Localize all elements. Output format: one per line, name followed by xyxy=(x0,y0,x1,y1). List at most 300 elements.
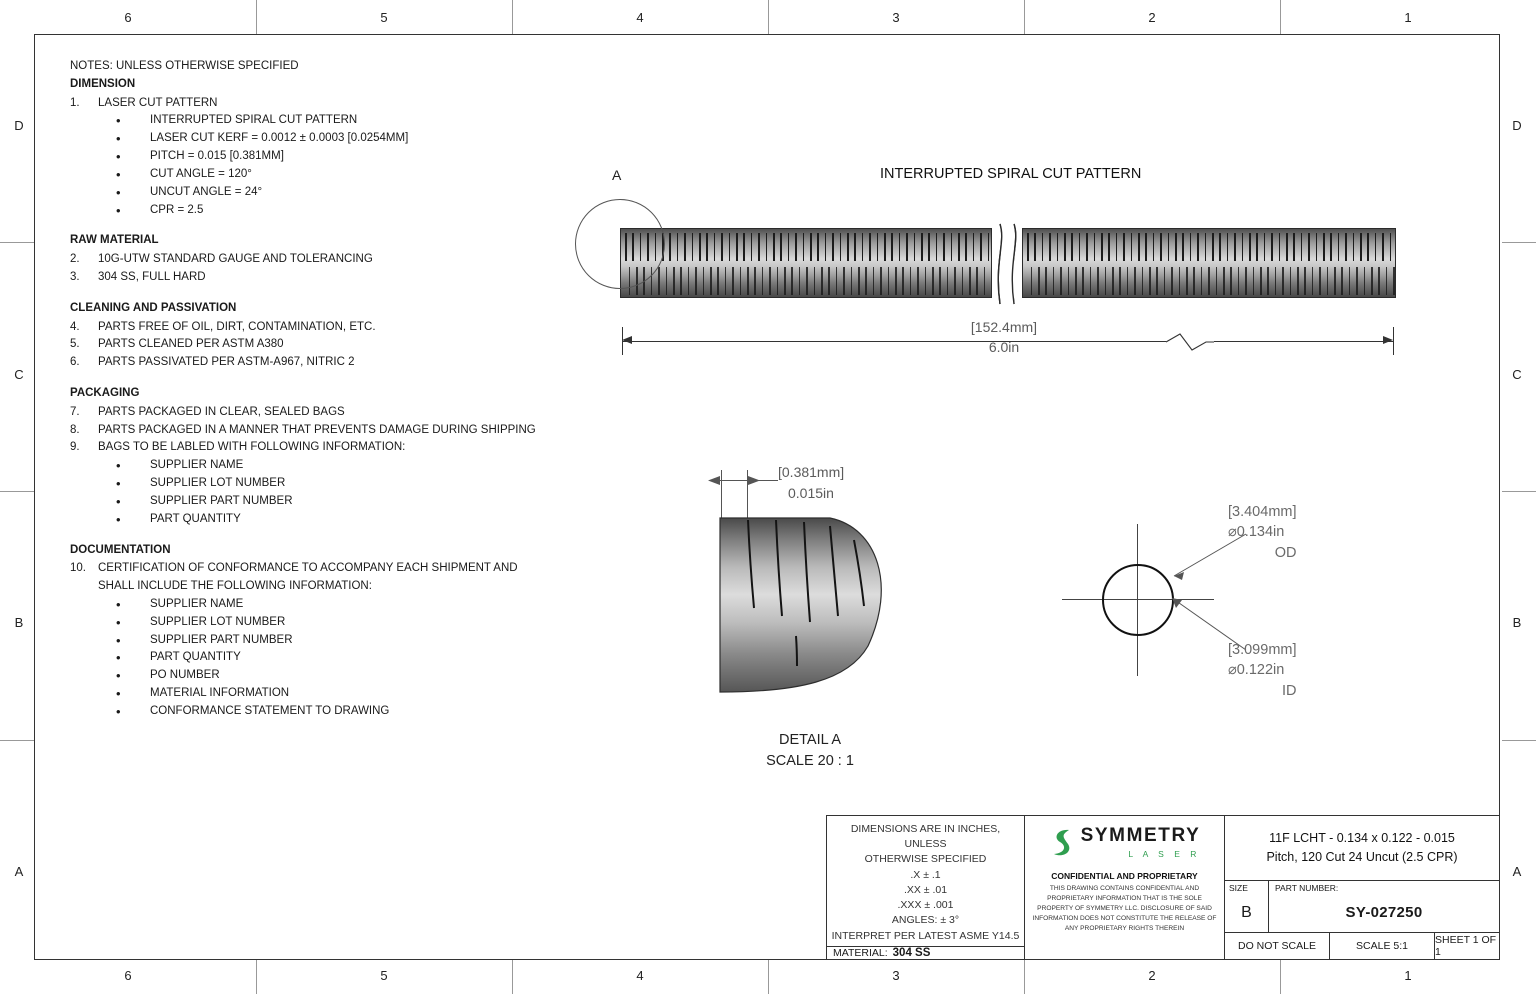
zone-label-top-5: 5 xyxy=(380,10,388,25)
laser-cut-mark xyxy=(980,233,982,261)
laser-cut-mark xyxy=(747,267,749,295)
detail-a-scale: SCALE 20 : 1 xyxy=(766,753,854,770)
laser-cut-mark xyxy=(1253,267,1255,295)
laser-cut-mark xyxy=(1145,233,1147,261)
laser-cut-mark xyxy=(895,267,897,295)
laser-cut-mark xyxy=(1353,233,1355,261)
note-bullet: • PITCH = 0.015 [0.381MM] xyxy=(116,148,540,166)
tolerance-column xyxy=(827,816,1025,959)
laser-cut-mark xyxy=(799,267,801,295)
laser-cut-mark xyxy=(1071,233,1073,261)
laser-cut-mark xyxy=(1260,267,1262,295)
tolerance-notes xyxy=(827,816,1024,946)
laser-cut-mark xyxy=(1367,233,1369,261)
note-number: 6. xyxy=(70,356,80,369)
laser-cut-mark xyxy=(1186,267,1188,295)
laser-cut-mark xyxy=(951,233,953,261)
note-number: 8. xyxy=(70,423,80,436)
od-label: OD xyxy=(1274,544,1297,561)
zone-label-top-2: 2 xyxy=(1148,10,1156,25)
frame-tick xyxy=(256,960,257,994)
laser-cut-mark xyxy=(1101,233,1103,261)
part-number-cell xyxy=(1269,881,1499,932)
overall-length-in: 6.0in xyxy=(988,339,1020,355)
note-text: PARTS PACKAGED IN A MANNER THAT PREVENTS DAMAGE DURING SHIPPING xyxy=(98,423,536,436)
laser-cut-mark xyxy=(1267,267,1269,295)
frame-tick xyxy=(1502,740,1536,741)
laser-cut-mark xyxy=(1045,267,1047,295)
notes-block xyxy=(70,58,540,721)
laser-cut-mark xyxy=(906,233,908,261)
laser-cut-mark xyxy=(1290,267,1292,295)
zone-label-right-B: B xyxy=(1512,615,1522,630)
laser-cut-mark xyxy=(1160,233,1162,261)
laser-cut-mark xyxy=(873,267,875,295)
laser-cut-mark xyxy=(917,267,919,295)
laser-cut-mark xyxy=(1282,267,1284,295)
laser-cut-mark xyxy=(680,267,682,295)
laser-cut-mark xyxy=(936,233,938,261)
frame-tick xyxy=(768,0,769,34)
laser-cut-mark xyxy=(1338,233,1340,261)
laser-cut-mark xyxy=(851,267,853,295)
laser-cut-mark xyxy=(1034,233,1036,261)
laser-cut-mark xyxy=(884,233,886,261)
note-bullet: • SUPPLIER PART NUMBER xyxy=(116,632,540,650)
laser-cut-mark xyxy=(1334,267,1336,295)
id-callout xyxy=(1228,640,1297,701)
laser-cut-mark xyxy=(1345,233,1347,261)
laser-cut-mark xyxy=(1279,233,1281,261)
laser-cut-mark xyxy=(1360,233,1362,261)
zone-label-top-3: 3 xyxy=(892,10,900,25)
laser-cut-mark xyxy=(1219,233,1221,261)
laser-cut-mark xyxy=(1378,267,1380,295)
laser-cut-mark xyxy=(1086,233,1088,261)
note-number: 9. xyxy=(70,441,80,454)
laser-cut-mark xyxy=(769,267,771,295)
break-line-symbol xyxy=(986,222,1026,306)
laser-cut-mark xyxy=(1068,267,1070,295)
laser-cut-mark xyxy=(1082,267,1084,295)
laser-cut-mark xyxy=(943,233,945,261)
tolerance-xxx: .XXX ± .001 xyxy=(897,899,954,912)
laser-cut-mark xyxy=(1031,267,1033,295)
laser-cut-mark xyxy=(836,267,838,295)
laser-cut-mark xyxy=(1230,267,1232,295)
note-text: 304 SS, FULL HARD xyxy=(98,270,206,283)
laser-cut-mark xyxy=(1119,267,1121,295)
zone-label-top-6: 6 xyxy=(124,10,132,25)
notes-section-title: RAW MATERIAL xyxy=(70,234,159,247)
laser-cut-mark xyxy=(810,233,812,261)
laser-cut-mark xyxy=(821,267,823,295)
laser-cut-mark xyxy=(843,267,845,295)
note-item xyxy=(70,404,540,422)
laser-cut-mark xyxy=(1390,233,1392,261)
laser-cut-mark xyxy=(891,233,893,261)
note-bullet-list xyxy=(116,457,540,528)
frame-tick xyxy=(0,242,34,243)
notes-section-title: CLEANING AND PASSIVATION xyxy=(70,301,237,314)
material-value: 304 SS xyxy=(892,946,931,959)
laser-cut-mark xyxy=(1164,267,1166,295)
do-not-scale: DO NOT SCALE xyxy=(1225,933,1330,959)
laser-cut-mark xyxy=(832,233,834,261)
note-text: LASER CUT PATTERN xyxy=(98,96,218,109)
zone-label-right-C: C xyxy=(1512,367,1522,382)
identification-column xyxy=(1225,816,1499,959)
note-number: 3. xyxy=(70,270,80,283)
zone-label-top-1: 1 xyxy=(1404,10,1412,25)
laser-cut-mark xyxy=(692,233,694,261)
tolerance-angles: ANGLES: ± 3° xyxy=(891,914,960,927)
laser-cut-mark xyxy=(1323,233,1325,261)
laser-cut-mark xyxy=(1234,233,1236,261)
dimension-arrow-left xyxy=(622,336,632,344)
laser-cut-mark xyxy=(695,267,697,295)
laser-cut-mark xyxy=(1375,233,1377,261)
note-item xyxy=(70,439,540,457)
laser-cut-mark xyxy=(688,267,690,295)
zone-label-left-B: B xyxy=(14,615,24,630)
laser-cut-mark xyxy=(1356,267,1358,295)
laser-cut-mark xyxy=(932,267,934,295)
laser-cut-mark xyxy=(1382,233,1384,261)
note-bullet-list xyxy=(116,596,540,721)
laser-cut-mark xyxy=(939,267,941,295)
note-bullet: • MATERIAL INFORMATION xyxy=(116,685,540,703)
laser-cut-mark xyxy=(814,267,816,295)
logo-subtext: L A S E R xyxy=(1128,849,1201,859)
laser-cut-mark xyxy=(1127,267,1129,295)
pitch-value-in: 0.015in xyxy=(788,485,834,501)
laser-cut-mark xyxy=(1142,267,1144,295)
note-item xyxy=(70,336,540,354)
detail-a-caption xyxy=(720,730,900,772)
laser-cut-mark xyxy=(1264,233,1266,261)
tolerance-xx: .XX ± .01 xyxy=(903,883,948,896)
laser-cut-mark xyxy=(1123,233,1125,261)
laser-cut-mark xyxy=(1308,233,1310,261)
notes-section-title: DIMENSION xyxy=(70,77,136,90)
laser-cut-mark xyxy=(1057,233,1059,261)
od-callout xyxy=(1228,502,1297,563)
frame-tick xyxy=(1280,0,1281,34)
laser-cut-mark xyxy=(1301,233,1303,261)
note-number: 4. xyxy=(70,320,80,333)
company-column xyxy=(1025,816,1225,959)
laser-cut-mark xyxy=(1197,233,1199,261)
laser-cut-mark xyxy=(1038,267,1040,295)
symmetry-logo xyxy=(1049,826,1201,859)
frame-tick xyxy=(256,0,257,34)
note-bullet: • INTERRUPTED SPIRAL CUT PATTERN xyxy=(116,112,540,130)
laser-cut-mark xyxy=(773,233,775,261)
note-bullet: • SUPPLIER LOT NUMBER xyxy=(116,614,540,632)
note-item xyxy=(70,251,540,269)
laser-cut-mark xyxy=(736,233,738,261)
note-bullet: • CPR = 2.5 xyxy=(116,202,540,220)
description-line2: Pitch, 120 Cut 24 Uncut (2.5 CPR) xyxy=(1266,850,1458,864)
laser-cut-mark xyxy=(1112,267,1114,295)
laser-cut-mark xyxy=(1053,267,1055,295)
note-bullet-list xyxy=(116,112,540,219)
note-item xyxy=(70,95,540,113)
laser-cut-mark xyxy=(958,233,960,261)
logo-wordmark: SYMMETRY xyxy=(1080,825,1201,846)
laser-cut-mark xyxy=(954,267,956,295)
laser-cut-mark xyxy=(962,267,964,295)
laser-cut-mark xyxy=(703,267,705,295)
laser-cut-mark xyxy=(1327,267,1329,295)
laser-cut-mark xyxy=(1242,233,1244,261)
laser-cut-mark xyxy=(1227,233,1229,261)
laser-cut-mark xyxy=(803,233,805,261)
frame-tick xyxy=(1280,960,1281,994)
laser-cut-mark xyxy=(825,233,827,261)
laser-cut-mark xyxy=(1134,267,1136,295)
tolerance-x: .X ± .1 xyxy=(910,868,941,881)
note-bullet: • SUPPLIER NAME xyxy=(116,457,540,475)
material-row xyxy=(827,946,1024,959)
laser-cut-mark xyxy=(1079,233,1081,261)
laser-cut-mark xyxy=(1223,267,1225,295)
laser-cut-mark xyxy=(721,233,723,261)
laser-cut-mark xyxy=(910,267,912,295)
laser-cut-mark xyxy=(710,267,712,295)
laser-cut-mark xyxy=(973,233,975,261)
laser-cut-mark xyxy=(777,267,779,295)
frame-tick xyxy=(1024,960,1025,994)
dimension-arrow-right xyxy=(1383,336,1393,344)
laser-cut-mark xyxy=(658,267,660,295)
note-text: PARTS PASSIVATED PER ASTM-A967, NITRIC 2 xyxy=(98,356,355,369)
laser-cut-mark xyxy=(1330,233,1332,261)
laser-cut-mark xyxy=(1205,233,1207,261)
zone-label-left-D: D xyxy=(14,118,24,133)
note-text: BAGS TO BE LABLED WITH FOLLOWING INFORMATION: xyxy=(98,441,406,454)
tube-segment-left xyxy=(620,228,992,298)
laser-cut-mark xyxy=(1193,267,1195,295)
note-text: PARTS CLEANED PER ASTM A380 xyxy=(98,338,284,351)
pitch-dimension-line xyxy=(712,480,778,481)
laser-cut-mark xyxy=(706,233,708,261)
laser-cut-mark xyxy=(1201,267,1203,295)
laser-cut-mark xyxy=(714,233,716,261)
note-bullet: • SUPPLIER PART NUMBER xyxy=(116,493,540,511)
frame-tick xyxy=(1502,242,1536,243)
laser-cut-mark xyxy=(1027,233,1029,261)
note-bullet: • PO NUMBER xyxy=(116,667,540,685)
note-item xyxy=(70,269,540,287)
overall-length-mm: [152.4mm] xyxy=(970,319,1038,335)
laser-cut-mark xyxy=(729,233,731,261)
laser-cut-mark xyxy=(1256,233,1258,261)
frame-tick xyxy=(1024,0,1025,34)
size-cell xyxy=(1225,881,1269,932)
laser-cut-mark xyxy=(854,233,856,261)
laser-cut-mark xyxy=(865,267,867,295)
laser-cut-mark xyxy=(1149,267,1151,295)
laser-cut-mark xyxy=(673,267,675,295)
laser-cut-mark xyxy=(717,267,719,295)
zone-label-top-4: 4 xyxy=(636,10,644,25)
material-label: MATERIAL: xyxy=(833,946,888,959)
laser-cut-mark xyxy=(1341,267,1343,295)
laser-cut-mark xyxy=(732,267,734,295)
laser-cut-mark xyxy=(1153,233,1155,261)
laser-cut-mark xyxy=(740,267,742,295)
laser-cut-mark xyxy=(847,233,849,261)
zone-label-bottom-6: 6 xyxy=(124,968,132,983)
note-text: CERTIFICATION OF CONFORMANCE TO ACCOMPANY EACH SHIPMENT AND SHALL INCLUDE THE FOLLOWING INFORMATION: xyxy=(98,562,518,593)
laser-cut-mark xyxy=(1075,267,1077,295)
laser-cut-mark xyxy=(1208,267,1210,295)
note-bullet: • PART QUANTITY xyxy=(116,649,540,667)
cross-section-view xyxy=(1050,500,1390,730)
laser-cut-mark xyxy=(795,233,797,261)
laser-cut-mark xyxy=(1179,267,1181,295)
laser-cut-mark xyxy=(1090,267,1092,295)
laser-cut-mark xyxy=(1216,267,1218,295)
note-bullet: • CUT ANGLE = 120° xyxy=(116,166,540,184)
laser-cut-mark xyxy=(1386,267,1388,295)
pitch-arrow-right xyxy=(748,474,762,487)
laser-cut-mark xyxy=(1171,267,1173,295)
laser-cut-mark xyxy=(899,233,901,261)
frame-tick xyxy=(0,740,34,741)
note-bullet: • SUPPLIER NAME xyxy=(116,596,540,614)
note-bullet: • PART QUANTITY xyxy=(116,511,540,529)
laser-cut-mark xyxy=(1116,233,1118,261)
note-number: 7. xyxy=(70,405,80,418)
note-bullet: • LASER CUT KERF = 0.0012 ± 0.0003 [0.0254MM] xyxy=(116,130,540,148)
laser-cut-mark xyxy=(1286,233,1288,261)
detail-a-bubble xyxy=(575,199,665,289)
laser-cut-mark xyxy=(880,267,882,295)
laser-cut-mark xyxy=(858,267,860,295)
laser-cut-mark xyxy=(1312,267,1314,295)
frame-tick xyxy=(0,491,34,492)
laser-cut-mark xyxy=(902,267,904,295)
laser-cut-mark xyxy=(965,233,967,261)
od-mm: [3.404mm] xyxy=(1228,504,1297,520)
tolerance-line1: DIMENSIONS ARE IN INCHES, UNLESS xyxy=(850,823,1001,851)
laser-cut-mark xyxy=(766,233,768,261)
note-bullet: • SUPPLIER LOT NUMBER xyxy=(116,475,540,493)
laser-cut-mark xyxy=(1249,233,1251,261)
laser-cut-mark xyxy=(1393,267,1395,295)
note-text: PARTS PACKAGED IN CLEAR, SEALED BAGS xyxy=(98,405,345,418)
laser-cut-mark xyxy=(1319,267,1321,295)
laser-cut-mark xyxy=(1245,267,1247,295)
laser-cut-mark xyxy=(1105,267,1107,295)
laser-cut-mark xyxy=(784,267,786,295)
laser-cut-mark xyxy=(914,233,916,261)
zone-label-right-D: D xyxy=(1512,118,1522,133)
note-item xyxy=(70,319,540,337)
frame-tick xyxy=(512,0,513,34)
note-number: 5. xyxy=(70,338,80,351)
laser-cut-mark xyxy=(1138,233,1140,261)
pitch-value-mm: [0.381mm] xyxy=(778,464,845,480)
laser-cut-mark xyxy=(969,267,971,295)
od-in: ⌀0.134in xyxy=(1228,524,1285,541)
tolerance-line2: OTHERWISE SPECIFIED xyxy=(864,853,987,866)
notes-section-title: DOCUMENTATION xyxy=(70,543,171,556)
laser-cut-mark xyxy=(817,233,819,261)
laser-cut-mark xyxy=(666,267,668,295)
laser-cut-mark xyxy=(1168,233,1170,261)
zone-label-right-A: A xyxy=(1512,864,1522,879)
laser-cut-mark xyxy=(1182,233,1184,261)
laser-cut-mark xyxy=(788,233,790,261)
zone-label-bottom-5: 5 xyxy=(380,968,388,983)
note-item xyxy=(70,560,540,596)
size-label: SIZE xyxy=(1229,883,1248,893)
laser-cut-mark xyxy=(806,267,808,295)
sheet-value: SHEET 1 OF 1 xyxy=(1435,934,1497,958)
laser-cut-mark xyxy=(1297,267,1299,295)
laser-cut-mark xyxy=(947,267,949,295)
laser-cut-mark xyxy=(1293,233,1295,261)
laser-cut-mark xyxy=(758,233,760,261)
laser-cut-mark xyxy=(840,233,842,261)
laser-cut-mark xyxy=(1108,233,1110,261)
main-view-title: INTERRUPTED SPIRAL CUT PATTERN xyxy=(880,166,1142,182)
zone-label-bottom-4: 4 xyxy=(636,968,644,983)
laser-cut-mark xyxy=(1131,233,1133,261)
zone-label-bottom-2: 2 xyxy=(1148,968,1156,983)
note-number: 10. xyxy=(70,562,86,575)
part-number-label: PART NUMBER: xyxy=(1275,883,1339,893)
id-mm: [3.099mm] xyxy=(1228,642,1297,658)
notes-section-title: PACKAGING xyxy=(70,387,140,399)
note-number: 1. xyxy=(70,96,80,109)
note-item xyxy=(70,422,540,440)
confidential-body: THIS DRAWING CONTAINS CONFIDENTIAL AND PROPRIETARY INFORMATION THAT IS THE SOLE PROPERTY OF SYMMETRY LLC. DISCLOSURE OF SAID INFORMATION DOES NOT CONSTITUTE THE RELEASE OF ANY PROPRIETARY RIGHTS THEREIN xyxy=(1032,885,1217,932)
laser-cut-mark xyxy=(1094,233,1096,261)
laser-cut-mark xyxy=(877,233,879,261)
laser-cut-mark xyxy=(1275,267,1277,295)
pitch-arrow-left xyxy=(706,474,720,487)
frame-tick xyxy=(512,960,513,994)
id-label: ID xyxy=(1282,682,1297,699)
laser-cut-mark xyxy=(1304,267,1306,295)
detail-a-geometry xyxy=(718,516,896,694)
laser-cut-mark xyxy=(669,233,671,261)
laser-cut-mark xyxy=(928,233,930,261)
laser-cut-mark xyxy=(762,267,764,295)
laser-cut-mark xyxy=(780,233,782,261)
laser-cut-mark xyxy=(976,267,978,295)
zone-label-left-C: C xyxy=(14,367,24,382)
zone-label-bottom-1: 1 xyxy=(1404,968,1412,983)
title-block xyxy=(826,815,1500,960)
zone-label-bottom-3: 3 xyxy=(892,968,900,983)
note-bullet: • CONFORMANCE STATEMENT TO DRAWING xyxy=(116,703,540,721)
laser-cut-mark xyxy=(1064,233,1066,261)
tube-segment-right xyxy=(1022,228,1396,298)
confidential-title: CONFIDENTIAL AND PROPRIETARY xyxy=(1051,871,1198,881)
part-number-value: SY-027250 xyxy=(1345,904,1423,921)
laser-cut-mark xyxy=(869,233,871,261)
description-line1: 11F LCHT - 0.134 x 0.122 - 0.015 xyxy=(1269,830,1455,845)
dimension-break-zigzag xyxy=(1162,330,1218,354)
notes-header: NOTES: UNLESS OTHERWISE SPECIFIED xyxy=(70,60,299,72)
logo-mark-icon xyxy=(1049,827,1075,859)
